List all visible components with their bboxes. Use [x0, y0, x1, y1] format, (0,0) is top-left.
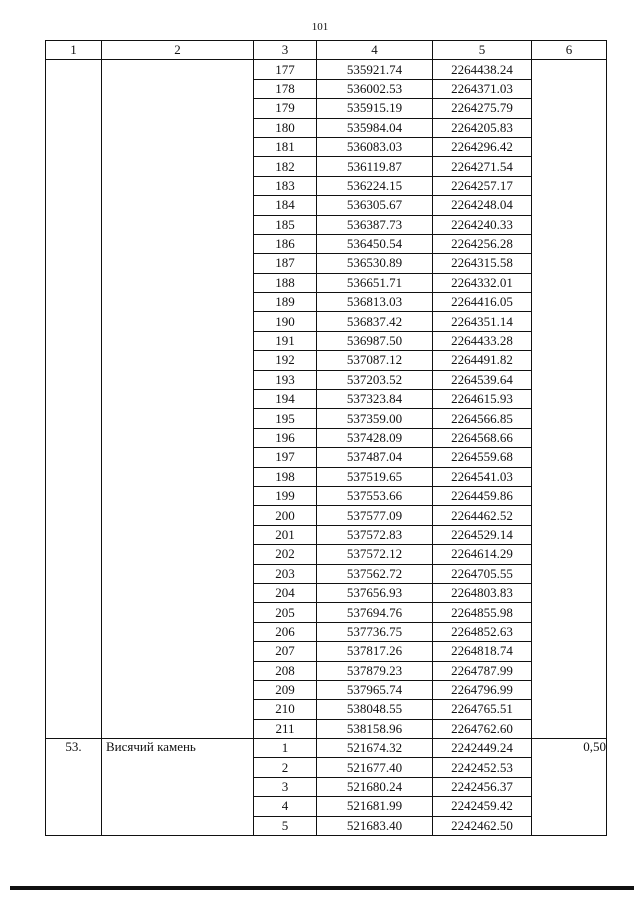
y-coordinate-cell: 2264433.28	[433, 331, 532, 350]
y-coordinate-cell: 2264566.85	[433, 409, 532, 428]
x-coordinate-cell: 521674.32	[317, 739, 433, 758]
y-coordinate-cell: 2264296.42	[433, 137, 532, 156]
x-coordinate-cell: 537572.12	[317, 545, 433, 564]
point-number-cell: 206	[254, 622, 317, 641]
point-number-cell: 192	[254, 351, 317, 370]
y-coordinate-cell: 2242462.50	[433, 816, 532, 835]
y-coordinate-cell: 2242452.53	[433, 758, 532, 777]
object-name-cell	[102, 60, 254, 739]
x-coordinate-cell: 521681.99	[317, 797, 433, 816]
x-coordinate-cell: 521683.40	[317, 816, 433, 835]
y-coordinate-cell: 2264855.98	[433, 603, 532, 622]
x-coordinate-cell: 537487.04	[317, 448, 433, 467]
x-coordinate-cell: 538158.96	[317, 719, 433, 738]
y-coordinate-cell: 2264271.54	[433, 157, 532, 176]
y-coordinate-cell: 2264256.28	[433, 234, 532, 253]
x-coordinate-cell: 538048.55	[317, 700, 433, 719]
y-coordinate-cell: 2264491.82	[433, 351, 532, 370]
x-coordinate-cell: 536305.67	[317, 196, 433, 215]
point-number-cell: 2	[254, 758, 317, 777]
x-coordinate-cell: 536651.71	[317, 273, 433, 292]
x-coordinate-cell: 536813.03	[317, 293, 433, 312]
object-name-cell: Висячий камень	[102, 739, 254, 836]
area-cell	[532, 60, 607, 739]
point-number-cell: 201	[254, 525, 317, 544]
x-coordinate-cell: 537694.76	[317, 603, 433, 622]
point-number-cell: 3	[254, 777, 317, 796]
y-coordinate-cell: 2264568.66	[433, 428, 532, 447]
x-coordinate-cell: 537562.72	[317, 564, 433, 583]
x-coordinate-cell: 537965.74	[317, 680, 433, 699]
x-coordinate-cell: 537879.23	[317, 661, 433, 680]
point-number-cell: 193	[254, 370, 317, 389]
point-number-cell: 195	[254, 409, 317, 428]
area-cell: 0,50	[532, 739, 607, 836]
x-coordinate-cell: 521680.24	[317, 777, 433, 796]
point-number-cell: 179	[254, 99, 317, 118]
point-number-cell: 200	[254, 506, 317, 525]
x-coordinate-cell: 537553.66	[317, 486, 433, 505]
y-coordinate-cell: 2264248.04	[433, 196, 532, 215]
y-coordinate-cell: 2264371.03	[433, 79, 532, 98]
point-number-cell: 177	[254, 60, 317, 79]
point-number-cell: 183	[254, 176, 317, 195]
page-number: 101	[311, 21, 329, 33]
point-number-cell: 196	[254, 428, 317, 447]
y-coordinate-cell: 2242449.24	[433, 739, 532, 758]
x-coordinate-cell: 537572.83	[317, 525, 433, 544]
y-coordinate-cell: 2264240.33	[433, 215, 532, 234]
point-number-cell: 186	[254, 234, 317, 253]
point-number-cell: 208	[254, 661, 317, 680]
x-coordinate-cell: 537736.75	[317, 622, 433, 641]
y-coordinate-cell: 2264315.58	[433, 254, 532, 273]
y-coordinate-cell: 2264438.24	[433, 60, 532, 79]
point-number-cell: 211	[254, 719, 317, 738]
point-number-cell: 181	[254, 137, 317, 156]
point-number-cell: 1	[254, 739, 317, 758]
y-coordinate-cell: 2264559.68	[433, 448, 532, 467]
y-coordinate-cell: 2264796.99	[433, 680, 532, 699]
x-coordinate-cell: 535921.74	[317, 60, 433, 79]
x-coordinate-cell: 535915.19	[317, 99, 433, 118]
header-cell-1: 1	[46, 41, 102, 60]
object-number-cell: 53.	[46, 739, 102, 836]
x-coordinate-cell: 536224.15	[317, 176, 433, 195]
point-number-cell: 189	[254, 293, 317, 312]
coordinates-table	[45, 40, 607, 836]
y-coordinate-cell: 2264275.79	[433, 99, 532, 118]
x-coordinate-cell: 537817.26	[317, 642, 433, 661]
y-coordinate-cell: 2264765.51	[433, 700, 532, 719]
header-cell-2: 2	[102, 41, 254, 60]
x-coordinate-cell: 536387.73	[317, 215, 433, 234]
bottom-rule	[10, 886, 634, 890]
point-number-cell: 203	[254, 564, 317, 583]
table-header-row	[46, 41, 607, 60]
y-coordinate-cell: 2264459.86	[433, 486, 532, 505]
x-coordinate-cell: 536837.42	[317, 312, 433, 331]
point-number-cell: 197	[254, 448, 317, 467]
point-number-cell: 5	[254, 816, 317, 835]
point-number-cell: 194	[254, 390, 317, 409]
point-number-cell: 191	[254, 331, 317, 350]
x-coordinate-cell: 536530.89	[317, 254, 433, 273]
x-coordinate-cell: 535984.04	[317, 118, 433, 137]
x-coordinate-cell: 536002.53	[317, 79, 433, 98]
y-coordinate-cell: 2264462.52	[433, 506, 532, 525]
x-coordinate-cell: 536450.54	[317, 234, 433, 253]
x-coordinate-cell: 537323.84	[317, 390, 433, 409]
table-row	[46, 60, 607, 79]
header-cell-6: 6	[532, 41, 607, 60]
point-number-cell: 204	[254, 583, 317, 602]
point-number-cell: 178	[254, 79, 317, 98]
point-number-cell: 185	[254, 215, 317, 234]
x-coordinate-cell: 537359.00	[317, 409, 433, 428]
x-coordinate-cell: 537519.65	[317, 467, 433, 486]
point-number-cell: 187	[254, 254, 317, 273]
object-number-cell	[46, 60, 102, 739]
x-coordinate-cell: 537577.09	[317, 506, 433, 525]
y-coordinate-cell: 2264416.05	[433, 293, 532, 312]
y-coordinate-cell: 2264205.83	[433, 118, 532, 137]
y-coordinate-cell: 2264852.63	[433, 622, 532, 641]
y-coordinate-cell: 2264539.64	[433, 370, 532, 389]
header-cell-3: 3	[254, 41, 317, 60]
point-number-cell: 184	[254, 196, 317, 215]
header-cell-4: 4	[317, 41, 433, 60]
point-number-cell: 188	[254, 273, 317, 292]
x-coordinate-cell: 537087.12	[317, 351, 433, 370]
point-number-cell: 207	[254, 642, 317, 661]
x-coordinate-cell: 537656.93	[317, 583, 433, 602]
point-number-cell: 209	[254, 680, 317, 699]
y-coordinate-cell: 2242456.37	[433, 777, 532, 796]
y-coordinate-cell: 2264787.99	[433, 661, 532, 680]
y-coordinate-cell: 2264541.03	[433, 467, 532, 486]
point-number-cell: 180	[254, 118, 317, 137]
y-coordinate-cell: 2264705.55	[433, 564, 532, 583]
x-coordinate-cell: 521677.40	[317, 758, 433, 777]
point-number-cell: 182	[254, 157, 317, 176]
y-coordinate-cell: 2242459.42	[433, 797, 532, 816]
point-number-cell: 190	[254, 312, 317, 331]
point-number-cell: 205	[254, 603, 317, 622]
y-coordinate-cell: 2264351.14	[433, 312, 532, 331]
point-number-cell: 202	[254, 545, 317, 564]
x-coordinate-cell: 537428.09	[317, 428, 433, 447]
table-body	[46, 41, 607, 836]
x-coordinate-cell: 536083.03	[317, 137, 433, 156]
x-coordinate-cell: 536119.87	[317, 157, 433, 176]
y-coordinate-cell: 2264803.83	[433, 583, 532, 602]
point-number-cell: 198	[254, 467, 317, 486]
y-coordinate-cell: 2264529.14	[433, 525, 532, 544]
point-number-cell: 4	[254, 797, 317, 816]
y-coordinate-cell: 2264257.17	[433, 176, 532, 195]
x-coordinate-cell: 536987.50	[317, 331, 433, 350]
point-number-cell: 199	[254, 486, 317, 505]
y-coordinate-cell: 2264614.29	[433, 545, 532, 564]
x-coordinate-cell: 537203.52	[317, 370, 433, 389]
header-cell-5: 5	[433, 41, 532, 60]
point-number-cell: 210	[254, 700, 317, 719]
table-row	[46, 739, 607, 758]
y-coordinate-cell: 2264615.93	[433, 390, 532, 409]
y-coordinate-cell: 2264332.01	[433, 273, 532, 292]
y-coordinate-cell: 2264818.74	[433, 642, 532, 661]
y-coordinate-cell: 2264762.60	[433, 719, 532, 738]
